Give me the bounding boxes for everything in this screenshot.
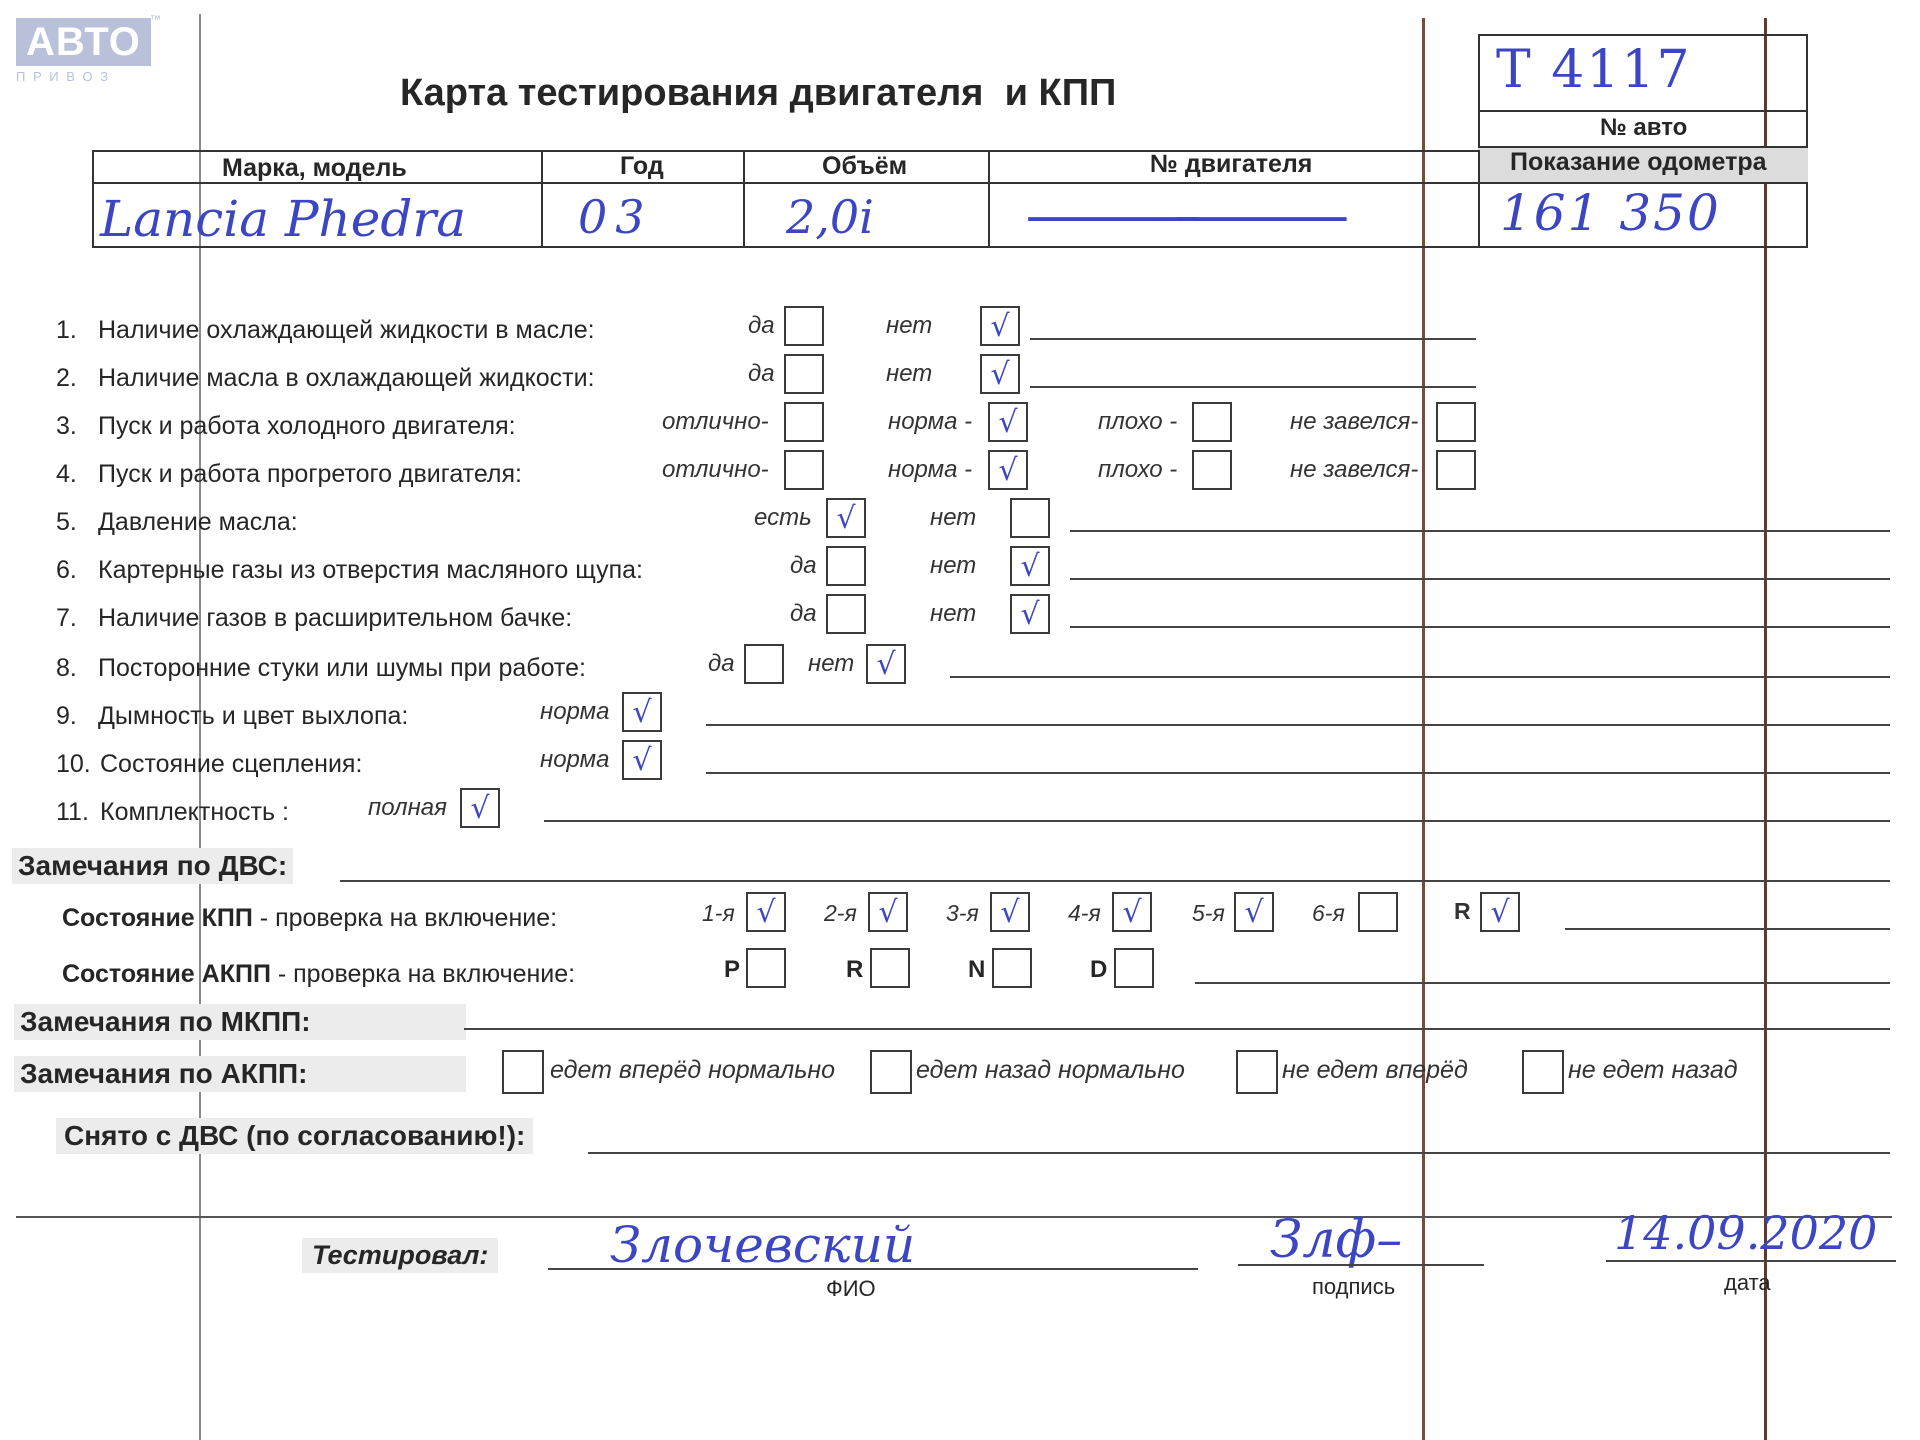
kpp-label: [62, 904, 557, 933]
item-number: 9.: [56, 702, 77, 730]
option-checkbox[interactable]: [988, 450, 1028, 490]
item-text: Посторонние стуки или шумы при работе:: [98, 654, 586, 682]
item-remarks-line: [1070, 530, 1890, 532]
check-mark-icon: √: [998, 453, 1018, 488]
value-engine-number: ——: [1020, 180, 1318, 250]
check-mark-icon: √: [1020, 597, 1040, 632]
item-number: 4.: [56, 460, 77, 488]
option-label: норма -: [888, 456, 973, 483]
option-checkbox[interactable]: [1436, 402, 1476, 442]
gear-label: 5-я: [1192, 900, 1225, 926]
header-odometer: Показание одометра: [1510, 148, 1767, 176]
option-checkbox[interactable]: [784, 306, 824, 346]
option-checkbox[interactable]: [980, 354, 1020, 394]
option-label: не завелся-: [1290, 456, 1419, 483]
kpp-remarks-line: [1565, 928, 1890, 930]
removed-dvs-label: Снято с ДВС (по согласованию!):: [56, 1118, 533, 1154]
gear-checkbox[interactable]: [1480, 892, 1520, 932]
akpp-remark-label: едет назад нормально: [916, 1056, 1185, 1084]
akpp-mode-label: R: [846, 956, 864, 983]
option-label: нет: [930, 504, 977, 531]
option-label: нет: [930, 552, 977, 579]
col-divider: [1478, 150, 1480, 248]
gear-checkbox[interactable]: [868, 892, 908, 932]
car-number-label: № авто: [1600, 114, 1688, 141]
date-label: дата: [1724, 1270, 1771, 1295]
logo: [16, 18, 151, 84]
option-label: нет: [930, 600, 977, 627]
akpp-mode-label: D: [1090, 956, 1108, 983]
akpp-mode-checkbox[interactable]: [870, 948, 910, 988]
option-label: да: [748, 312, 775, 339]
logo-tm: ™: [150, 14, 161, 26]
kpp-label-rest: - проверка на включение:: [252, 904, 558, 932]
item-text: Картерные газы из отверстия масляного щупа:: [98, 556, 643, 584]
item-number: 6.: [56, 556, 77, 584]
signature-line: [1238, 1264, 1484, 1266]
check-mark-icon: √: [990, 309, 1010, 344]
check-mark-icon: √: [1490, 895, 1510, 930]
check-mark-icon: √: [756, 895, 776, 930]
option-label: плохо -: [1098, 408, 1178, 435]
item-remarks-line: [706, 724, 1890, 726]
akpp-remarks-line: [1195, 982, 1890, 984]
option-checkbox[interactable]: [1192, 450, 1232, 490]
tested-by-label: Тестировал:: [302, 1238, 498, 1273]
check-mark-icon: √: [878, 895, 898, 930]
item-remarks-line: [1030, 338, 1476, 340]
gear-checkbox[interactable]: [990, 892, 1030, 932]
option-checkbox[interactable]: [744, 644, 784, 684]
gear-label: 3-я: [946, 900, 979, 926]
akpp-remark-checkbox[interactable]: [1236, 1050, 1278, 1094]
gear-label: 2-я: [824, 900, 857, 926]
akpp-mode-label: P: [724, 956, 741, 983]
option-checkbox[interactable]: [866, 644, 906, 684]
value-make-model: Lancia Phedra: [100, 190, 467, 248]
item-number: 2.: [56, 364, 77, 392]
value-odometer: 161 350: [1500, 184, 1721, 242]
item-number: 5.: [56, 508, 77, 536]
option-label: не завелся-: [1290, 408, 1419, 435]
option-checkbox[interactable]: [622, 692, 662, 732]
item-remarks-line: [706, 772, 1890, 774]
mkpp-remarks-line: [464, 1028, 1890, 1030]
option-label: норма: [540, 698, 610, 725]
dvs-remarks-line: [340, 880, 1890, 882]
item-remarks-line: [950, 676, 1890, 678]
option-checkbox[interactable]: [826, 498, 866, 538]
option-label: нет: [886, 360, 933, 387]
akpp-mode-label: N: [968, 956, 986, 983]
item-text: Наличие масла в охлаждающей жидкости:: [98, 364, 595, 392]
akpp-remark-label: едет вперёд нормально: [550, 1056, 836, 1084]
option-checkbox[interactable]: [826, 546, 866, 586]
item-text: Пуск и работа холодного двигателя:: [98, 412, 516, 440]
check-mark-icon: √: [998, 405, 1018, 440]
fio-label: ФИО: [826, 1276, 876, 1301]
option-label: нет: [886, 312, 933, 339]
item-number: 10.: [56, 750, 91, 778]
item-remarks-line: [1070, 578, 1890, 580]
item-remarks-line: [544, 820, 1890, 822]
gear-checkbox[interactable]: [1358, 892, 1398, 932]
value-volume: 2,0i: [786, 190, 874, 244]
akpp-remark-checkbox[interactable]: [1522, 1050, 1564, 1094]
option-label: да: [748, 360, 775, 387]
item-number: 1.: [56, 316, 77, 344]
header-volume: Объём: [822, 152, 908, 180]
gear-label: R: [1454, 898, 1471, 924]
logo-subtitle: П Р И В О З: [16, 69, 111, 84]
item-remarks-line: [1070, 626, 1890, 628]
date-line: [1606, 1260, 1896, 1262]
akpp-remark-checkbox[interactable]: [502, 1050, 544, 1094]
akpp-label: [62, 960, 575, 989]
option-checkbox[interactable]: [1010, 498, 1050, 538]
signature-label: подпись: [1312, 1274, 1396, 1299]
check-mark-icon: √: [1122, 895, 1142, 930]
check-mark-icon: √: [632, 743, 652, 778]
akpp-remark-checkbox[interactable]: [870, 1050, 912, 1094]
footer-separator: [16, 1216, 1892, 1218]
item-number: 3.: [56, 412, 77, 440]
option-checkbox[interactable]: [988, 402, 1028, 442]
akpp-remarks-label: Замечания по АКПП:: [14, 1056, 466, 1092]
removed-dvs-line: [588, 1152, 1890, 1154]
option-label: отлично-: [662, 408, 769, 435]
fio-line: [548, 1268, 1198, 1270]
option-checkbox[interactable]: [1010, 546, 1050, 586]
option-checkbox[interactable]: [1436, 450, 1476, 490]
item-text: Наличие газов в расширительном бачке:: [98, 604, 573, 632]
option-label: норма -: [888, 408, 973, 435]
signature-value: Злф–: [1270, 1210, 1403, 1270]
item-text: Состояние сцепления:: [100, 750, 363, 778]
akpp-mode-checkbox[interactable]: [1114, 948, 1154, 988]
option-label: да: [708, 650, 735, 677]
akpp-label-bold: Состояние АКПП: [62, 960, 271, 988]
akpp-mode-checkbox[interactable]: [746, 948, 786, 988]
option-label: полная: [368, 794, 447, 821]
item-text: Давление масла:: [98, 508, 298, 536]
col-divider: [541, 150, 543, 248]
option-label: отлично-: [662, 456, 769, 483]
item-number: 7.: [56, 604, 77, 632]
akpp-label-rest: - проверка на включение:: [270, 960, 576, 988]
option-checkbox[interactable]: [784, 402, 824, 442]
akpp-mode-checkbox[interactable]: [992, 948, 1032, 988]
item-text: Комплектность :: [100, 798, 289, 826]
col-divider: [743, 150, 745, 248]
option-label: нет: [808, 650, 855, 677]
check-mark-icon: √: [1000, 895, 1020, 930]
item-text: Наличие охлаждающей жидкости в масле:: [98, 316, 595, 344]
akpp-remark-label: не едет назад: [1568, 1056, 1738, 1084]
option-label: да: [790, 552, 817, 579]
gear-checkbox[interactable]: [1112, 892, 1152, 932]
gear-checkbox[interactable]: [746, 892, 786, 932]
option-checkbox[interactable]: [460, 788, 500, 828]
option-label: есть: [754, 504, 812, 531]
fio-value: Злочевский: [610, 1216, 916, 1274]
option-checkbox[interactable]: [1192, 402, 1232, 442]
kpp-label-bold: Состояние КПП: [62, 904, 253, 932]
option-checkbox[interactable]: [784, 354, 824, 394]
check-mark-icon: √: [470, 791, 490, 826]
header-year: Год: [620, 152, 664, 180]
option-checkbox[interactable]: [980, 306, 1020, 346]
option-label: плохо -: [1098, 456, 1178, 483]
item-remarks-line: [1030, 386, 1476, 388]
option-checkbox[interactable]: [826, 594, 866, 634]
header-make-model: Марка, модель: [222, 154, 407, 182]
gear-checkbox[interactable]: [1234, 892, 1274, 932]
akpp-remark-label: не едет вперёд: [1282, 1056, 1468, 1084]
col-divider: [988, 150, 990, 248]
logo-brand: АВТО: [16, 18, 151, 66]
option-checkbox[interactable]: [784, 450, 824, 490]
option-label: да: [790, 600, 817, 627]
option-checkbox[interactable]: [622, 740, 662, 780]
check-mark-icon: √: [836, 501, 856, 536]
car-number-value: Т 4117: [1496, 40, 1692, 100]
item-number: 11.: [56, 798, 89, 826]
item-text: Пуск и работа прогретого двигателя:: [98, 460, 522, 488]
gear-label: 6-я: [1312, 900, 1345, 926]
check-mark-icon: √: [876, 647, 896, 682]
check-mark-icon: √: [632, 695, 652, 730]
item-number: 8.: [56, 654, 77, 682]
mkpp-remarks-label: Замечания по МКПП:: [14, 1004, 466, 1040]
check-mark-icon: √: [1020, 549, 1040, 584]
header-engine-number: № двигателя: [1150, 150, 1313, 178]
value-year: 03: [578, 190, 653, 244]
option-label: норма: [540, 746, 610, 773]
item-text: Дымность и цвет выхлопа:: [98, 702, 409, 730]
dvs-remarks-label: Замечания по ДВС:: [12, 848, 293, 884]
page-title: Карта тестирования двигателя и КПП: [400, 72, 1117, 114]
gear-label: 1-я: [702, 900, 735, 926]
date-value: 14.09.2020: [1614, 1206, 1878, 1260]
gear-label: 4-я: [1068, 900, 1101, 926]
check-mark-icon: √: [1244, 895, 1264, 930]
check-mark-icon: √: [990, 357, 1010, 392]
option-checkbox[interactable]: [1010, 594, 1050, 634]
